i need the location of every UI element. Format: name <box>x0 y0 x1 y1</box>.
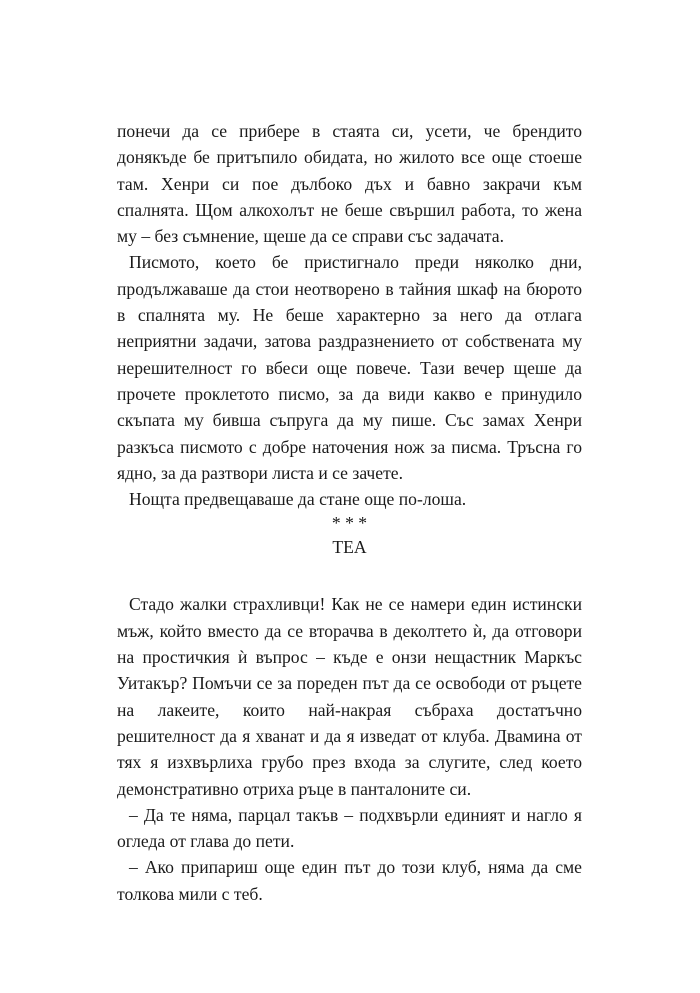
paragraph: Нощта предвещаваше да стане още по-лоша. <box>129 489 467 510</box>
dialogue-line: – Да те няма, парцал такъв – подхвърли единият и нагло я огледа от глава до пети. <box>117 804 582 852</box>
paragraph: понечи да се прибере в стаята си, усети, че брендито донякъде бе притъпило обидата, но жилото все още стоеше там. Хенри си пое дълбоко дъх и бавно закрачи към спалнята. Щом алкохолът не беше свършил работа, то жена му – без съмнение, щеше да се справи със задачата. <box>117 121 582 247</box>
paragraph: Стадо жалки страхливци! Как не се намери един истински мъж, който вместо да се вторачва в деколтето ѝ, да отговори на простичкия ѝ въпрос – къде е онзи нещастник Маркъс Уитакър? Помъчи се за пореден път да се освободи от ръцете на лакеите, които най-накрая събраха достатъчно решителност да я хванат и да я изведат от клуба. Двамина от тях я изхвърлиха грубо през входа за слугите, след което демонстративно отриха ръце в панталоните си. <box>117 594 582 799</box>
dialogue-line: – Ако припариш още един път до този клуб, няма да сме толкова мили с теб. <box>117 857 582 904</box>
paragraph: Писмото, което бе пристигнало преди няколко дни, продължаваше да стои неотворено в тайния шкаф на бюрото в спалнята му. Не беше характерно за него да отлага неприятни задачи, затова раздразнението от собствената му нерешителност го вбеси още повече. Тази вечер щеше да прочете проклетото писмо, за да види какво е принудило скъпата му бивша съпруга да му пише. Със замах Хенри разкъса писмото с добре наточения нож за писма. Тръсна го ядно, за да разтвори листа и се зачете. <box>117 252 582 483</box>
section-break: * * * <box>331 513 368 534</box>
section-spacer <box>117 561 582 591</box>
section-title: ТЕА <box>332 537 367 558</box>
page-text <box>117 118 582 907</box>
